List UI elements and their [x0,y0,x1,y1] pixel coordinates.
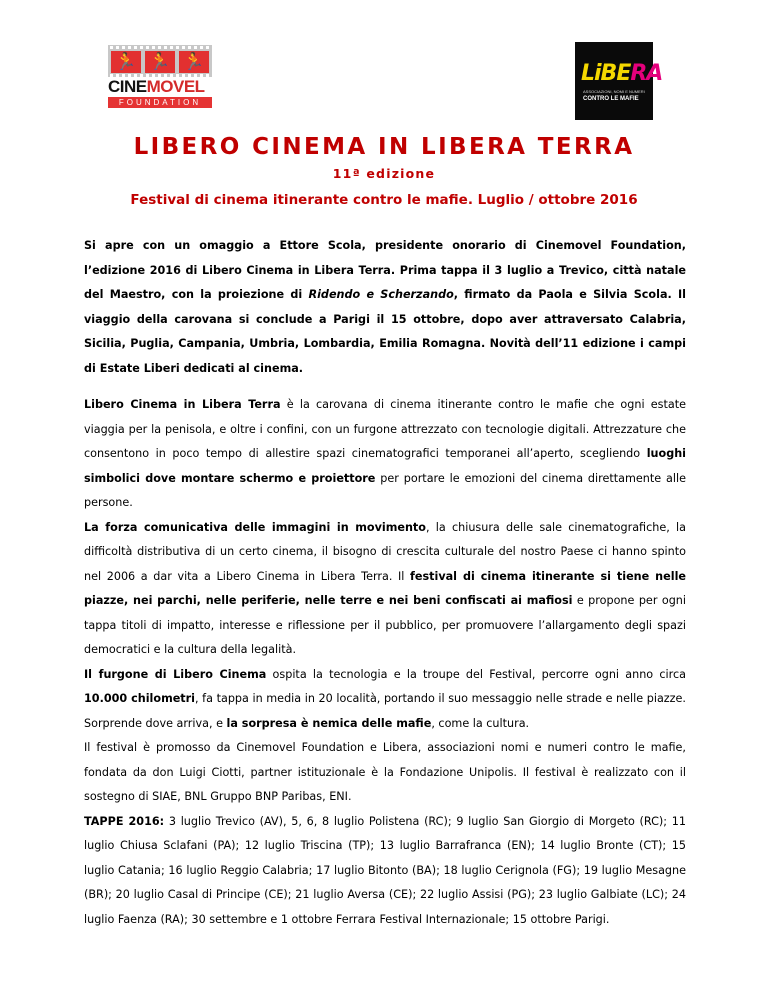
film-title: Ridendo e Scherzando [308,288,454,301]
film-strip [108,45,212,77]
libera-motto: CONTRO LE MAFIE [583,96,639,102]
text: , come la cultura. [431,716,530,730]
bold-text: festival di cinema itinerante si tiene nelle piazze, nei parchi, nelle periferie, nelle terre e nei beni confiscati ai mafiosi [84,569,686,607]
intro-text: , firmato da Paola e Silvia Scola. Il viaggio della carovana si conclude a Parigi il 15 ottobre, dopo aver attraversato Calabria, Sicilia, Puglia, Campania, Umbria, Lombardia, Emilia Romagna. Novità dell’11 edizione i campi di Estate Liberi dedicati al cinema. [84,288,687,375]
paragraph-carovana [84,393,686,516]
libera-word-part: RA [630,61,663,86]
paragraph-tappe [84,810,686,933]
cinemovel-logo [108,45,212,109]
running-figure-icon: 🏃 [115,52,137,72]
libera-word-part: LiBE [581,61,631,86]
text: è la carovana di cinema itinerante contro le mafie che ogni estate viaggia per la penisola, e oltre i confini, con un furgone attrezzato con tecnologie digitali. Attrezzature che consentono in poco tempo di allestire spazi cinematografici temporanei all’aperto, scegliendo [84,398,687,460]
paragraph-promotori: Il festival è promosso da Cinemovel Foundation e Libera, associazioni nomi e numeri contro le mafie, fondata da don Luigi Ciotti, partner istituzionale è la Fondazione Unipolis. Il festival è realizzato con il sostegno di SIAE, BNL Gruppo BNP Paribas, ENI. [84,741,686,803]
text: e propone per ogni tappa titoli di impatto, interesse e riflessione per il pubblico, per promuovere l’allargamento degli spazi democratici e la cultura della legalità. [84,594,686,656]
text: ospita la tecnologia e la troupe del Festival, percorre ogni anno circa [266,667,686,681]
running-figure-icon: 🏃 [183,52,205,72]
text: , la chiusura delle sale cinematografiche, la difficoltà distributiva di un certo cinema, il bisogno di crescita culturale del nostro Paese ci hanno spinto nel 2006 a dar vita a Libero Cinema in Libera Terra. Il [84,520,686,583]
tappe-list: 3 luglio Trevico (AV), 5, 6, 8 luglio Polistena (RC); 9 luglio San Giorgio di Morgeto (RC); 11 luglio Chiusa Sclafani (PA); 12 luglio Triscina (TP); 13 luglio Barrafranca (EN); 14 luglio Bronte (CT); 15 luglio Catania; 16 luglio Reggio Calabria; 17 luglio Bitonto (BA); 18 luglio Cerignola (FG); 19 luglio Mesagne (BR); 20 luglio Casal di Principe (CE); 21 luglio Aversa (CE); 22 luglio Assisi (PG); 23 luglio Galbiate (LC); 24 luglio Faenza (RA); 30 settembre e 1 ottobre Ferrara Festival Internazionale; 15 ottobre Parigi. [84,814,687,926]
cinemovel-wordmark [108,78,212,96]
wordmark-cine: CINE [108,77,147,96]
intro-text: Si apre con un omaggio a Ettore Scola, presidente onorario di Cinemovel Foundation, l’edizione 2016 di Libero Cinema in Libera Terra. Prima tappa il 3 luglio a Trevico, città natale del Maestro, con la proiezione di [84,239,686,301]
document-body [84,234,686,932]
text: , fa tappa in media in 20 località, portando il suo messaggio nelle strade e nelle piazze. Sorprende dove arriva, e [84,692,686,730]
paragraph-furgone [84,663,686,737]
foundation-tagline: FOUNDATION [108,97,212,108]
festival-subtitle: Festival di cinema itinerante contro le mafie. Luglio / ottobre 2016 [130,192,638,208]
film-perforation [110,46,210,49]
bold-text: Libero Cinema in Libera Terra [84,398,281,411]
intro-paragraph [84,234,686,381]
bold-text: la sorpresa è nemica delle mafie [226,716,432,730]
libera-logo [575,42,663,120]
paragraph-forza [84,516,686,663]
tappe-label: TAPPE 2016: [84,814,165,828]
libera-wordmark [581,61,663,86]
running-figure-icon: 🏃 [149,52,171,72]
wordmark-movel: MOVEL [146,77,205,96]
bold-text: La forza comunicativa delle immagini in movimento [84,520,426,534]
text: per portare le emozioni del cinema direttamente alle persone. [84,471,686,509]
bold-text: Il furgone di Libero Cinema [84,667,267,681]
libera-subtitle: ASSOCIAZIONI, NOMI E NUMERI [583,89,645,94]
bold-text: 10.000 chilometri [84,692,196,705]
bold-text: luoghi simbolici dove montare schermo e proiettore [84,447,686,485]
document-title: LIBERO CINEMA IN LIBERA TERRA [133,134,635,160]
edition-label: 11ª edizione [332,166,436,181]
